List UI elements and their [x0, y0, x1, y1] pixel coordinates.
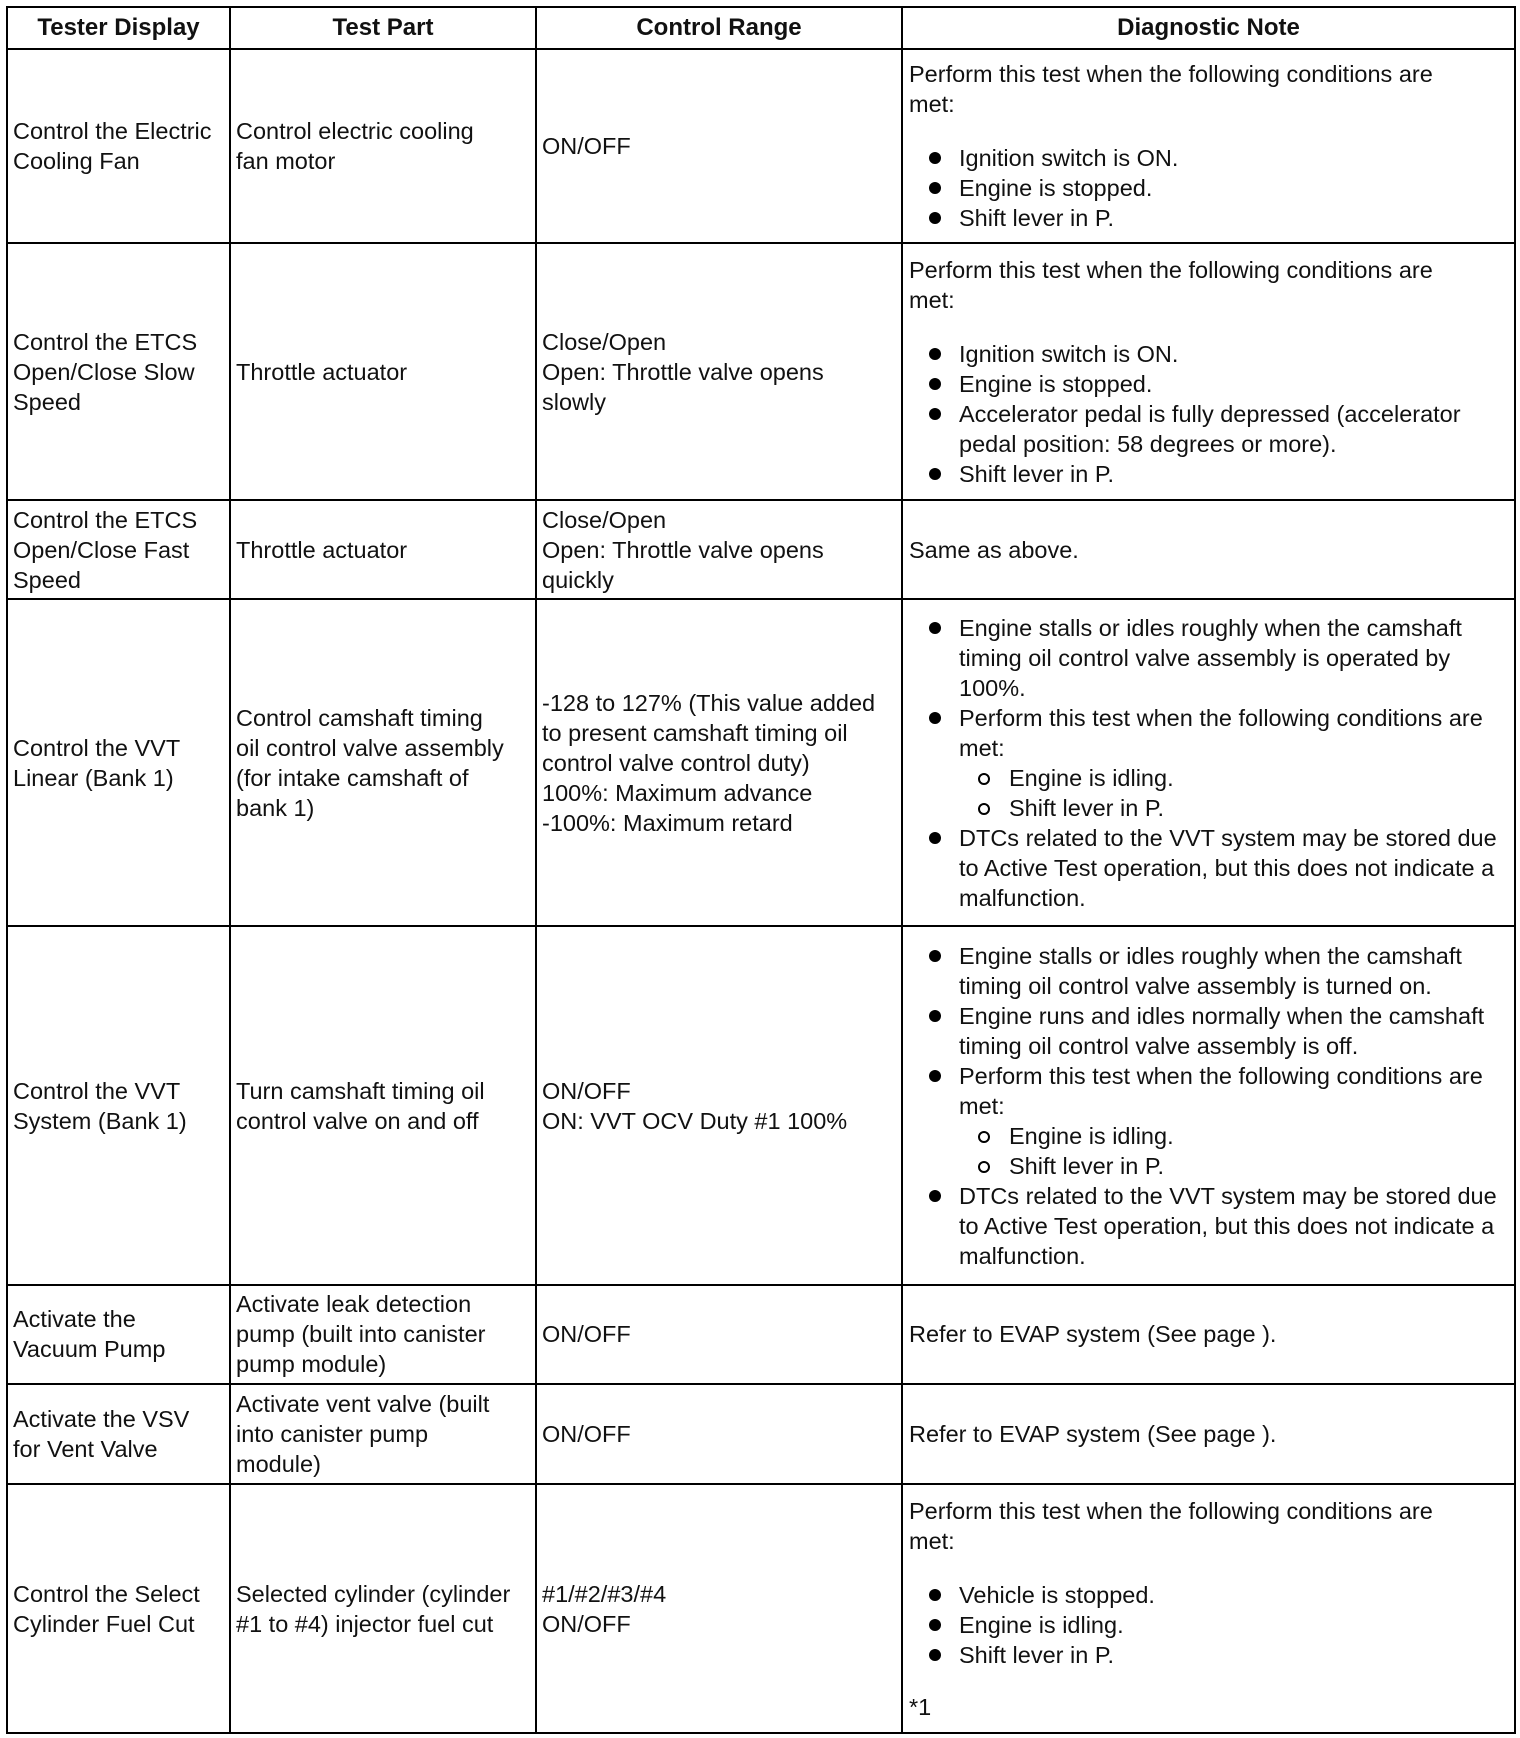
test-part-cell: Activate vent valve (built into canister pump module): [230, 1384, 536, 1484]
test-part-cell: Control electric cooling fan motor: [230, 49, 536, 243]
note-intro: Perform this test when the following conditions are met:: [909, 1497, 1433, 1554]
table-row: [7, 926, 1515, 1285]
condition-item: Vehicle is stopped.: [959, 1580, 1508, 1610]
note-item: DTCs related to the VVT system may be stored due to Active Test operation, but this does not indicate a malfunction.: [959, 1181, 1508, 1271]
note-text: Refer to EVAP system (See page ).: [909, 1420, 1277, 1447]
test-part-cell: Turn camshaft timing oil control valve on and off: [230, 926, 536, 1285]
tester-display-cell: Control the Electric Cooling Fan: [7, 49, 230, 243]
control-range-cell: #1/#2/#3/#4 ON/OFF: [536, 1484, 902, 1733]
control-range-cell: Close/Open Open: Throttle valve opens slowly: [536, 243, 902, 500]
sub-condition-list: [959, 763, 1508, 823]
table-row: [7, 1285, 1515, 1384]
tester-display-cell: Control the ETCS Open/Close Fast Speed: [7, 500, 230, 599]
diagnostic-note-cell: [902, 1285, 1515, 1384]
note-text: Refer to EVAP system (See page ).: [909, 1321, 1277, 1348]
control-range-cell: ON/OFF ON: VVT OCV Duty #1 100%: [536, 926, 902, 1285]
header-test-part: Test Part: [230, 7, 536, 49]
diagnostic-note-cell: [902, 1384, 1515, 1484]
sub-condition-item: Engine is idling.: [1009, 1121, 1508, 1151]
table-row: [7, 500, 1515, 599]
test-part-cell: Control camshaft timing oil control valve assembly (for intake camshaft of bank 1): [230, 599, 536, 926]
diagnostic-note-cell: [902, 49, 1515, 243]
note-list: [909, 941, 1508, 1271]
note-item: Engine stalls or idles roughly when the camshaft timing oil control valve assembly is operated by 100%.: [959, 613, 1508, 703]
tester-display-cell: Control the Select Cylinder Fuel Cut: [7, 1484, 230, 1733]
table-row: [7, 49, 1515, 243]
test-part-cell: Activate leak detection pump (built into canister pump module): [230, 1285, 536, 1384]
tester-display-cell: Activate the Vacuum Pump: [7, 1285, 230, 1384]
note-intro: Perform this test when the following conditions are met:: [909, 256, 1433, 313]
condition-item: Engine is stopped.: [959, 173, 1508, 203]
diagnostic-note-cell: [902, 926, 1515, 1285]
tester-display-cell: Control the VVT Linear (Bank 1): [7, 599, 230, 926]
note-item: Engine stalls or idles roughly when the camshaft timing oil control valve assembly is turned on.: [959, 941, 1508, 1001]
control-range-cell: Close/Open Open: Throttle valve opens quickly: [536, 500, 902, 599]
tester-display-cell: Control the VVT System (Bank 1): [7, 926, 230, 1285]
note-item: Perform this test when the following conditions are met: Engine is idling. Shift lever in P.: [959, 1061, 1508, 1181]
header-row: [7, 7, 1515, 49]
sub-condition-item: Engine is idling.: [1009, 763, 1508, 793]
condition-item: Ignition switch is ON.: [959, 143, 1508, 173]
sub-condition-item: Shift lever in P.: [1009, 793, 1508, 823]
condition-item: Engine is idling.: [959, 1610, 1508, 1640]
control-range-cell: -128 to 127% (This value added to present camshaft timing oil control valve control duty) 100%: Maximum advance -100%: Maximum retard: [536, 599, 902, 926]
test-part-cell: Selected cylinder (cylinder #1 to #4) injector fuel cut: [230, 1484, 536, 1733]
condition-item: Accelerator pedal is fully depressed (accelerator pedal position: 58 degrees or more).: [959, 399, 1508, 459]
table-row: [7, 243, 1515, 500]
condition-list: [909, 339, 1508, 489]
control-range-cell: ON/OFF: [536, 1285, 902, 1384]
header-tester-display: Tester Display: [7, 7, 230, 49]
condition-item: Shift lever in P.: [959, 459, 1508, 489]
note-item: DTCs related to the VVT system may be stored due to Active Test operation, but this does not indicate a malfunction.: [959, 823, 1508, 913]
note-item: Engine runs and idles normally when the camshaft timing oil control valve assembly is off.: [959, 1001, 1508, 1061]
diagnostic-note-cell: [902, 243, 1515, 500]
table-row: [7, 1384, 1515, 1484]
table-row: [7, 599, 1515, 926]
condition-item: Shift lever in P.: [959, 203, 1508, 233]
note-item: Perform this test when the following conditions are met: Engine is idling. Shift lever in P.: [959, 703, 1508, 823]
diagnostic-note-cell: [902, 599, 1515, 926]
tester-display-cell: Activate the VSV for Vent Valve: [7, 1384, 230, 1484]
control-range-cell: ON/OFF: [536, 49, 902, 243]
test-part-cell: Throttle actuator: [230, 243, 536, 500]
condition-item: Engine is stopped.: [959, 369, 1508, 399]
header-diagnostic-note: Diagnostic Note: [902, 7, 1515, 49]
table-row: [7, 1484, 1515, 1733]
condition-list: [909, 143, 1508, 233]
note-list: [909, 613, 1508, 913]
tester-display-cell: Control the ETCS Open/Close Slow Speed: [7, 243, 230, 500]
active-test-table: [6, 6, 1516, 1734]
sub-condition-item: Shift lever in P.: [1009, 1151, 1508, 1181]
diagnostic-note-cell: [902, 1484, 1515, 1733]
control-range-cell: ON/OFF: [536, 1384, 902, 1484]
diagnostic-note-cell: [902, 500, 1515, 599]
condition-item: Ignition switch is ON.: [959, 339, 1508, 369]
test-part-cell: Throttle actuator: [230, 500, 536, 599]
header-control-range: Control Range: [536, 7, 902, 49]
note-intro: Perform this test when the following conditions are met:: [909, 61, 1433, 117]
note-text: Same as above.: [909, 536, 1079, 563]
sub-condition-list: [959, 1121, 1508, 1181]
condition-item: Shift lever in P.: [959, 1640, 1508, 1670]
footnote-marker: *1: [909, 1693, 932, 1720]
condition-list: [909, 1580, 1508, 1670]
